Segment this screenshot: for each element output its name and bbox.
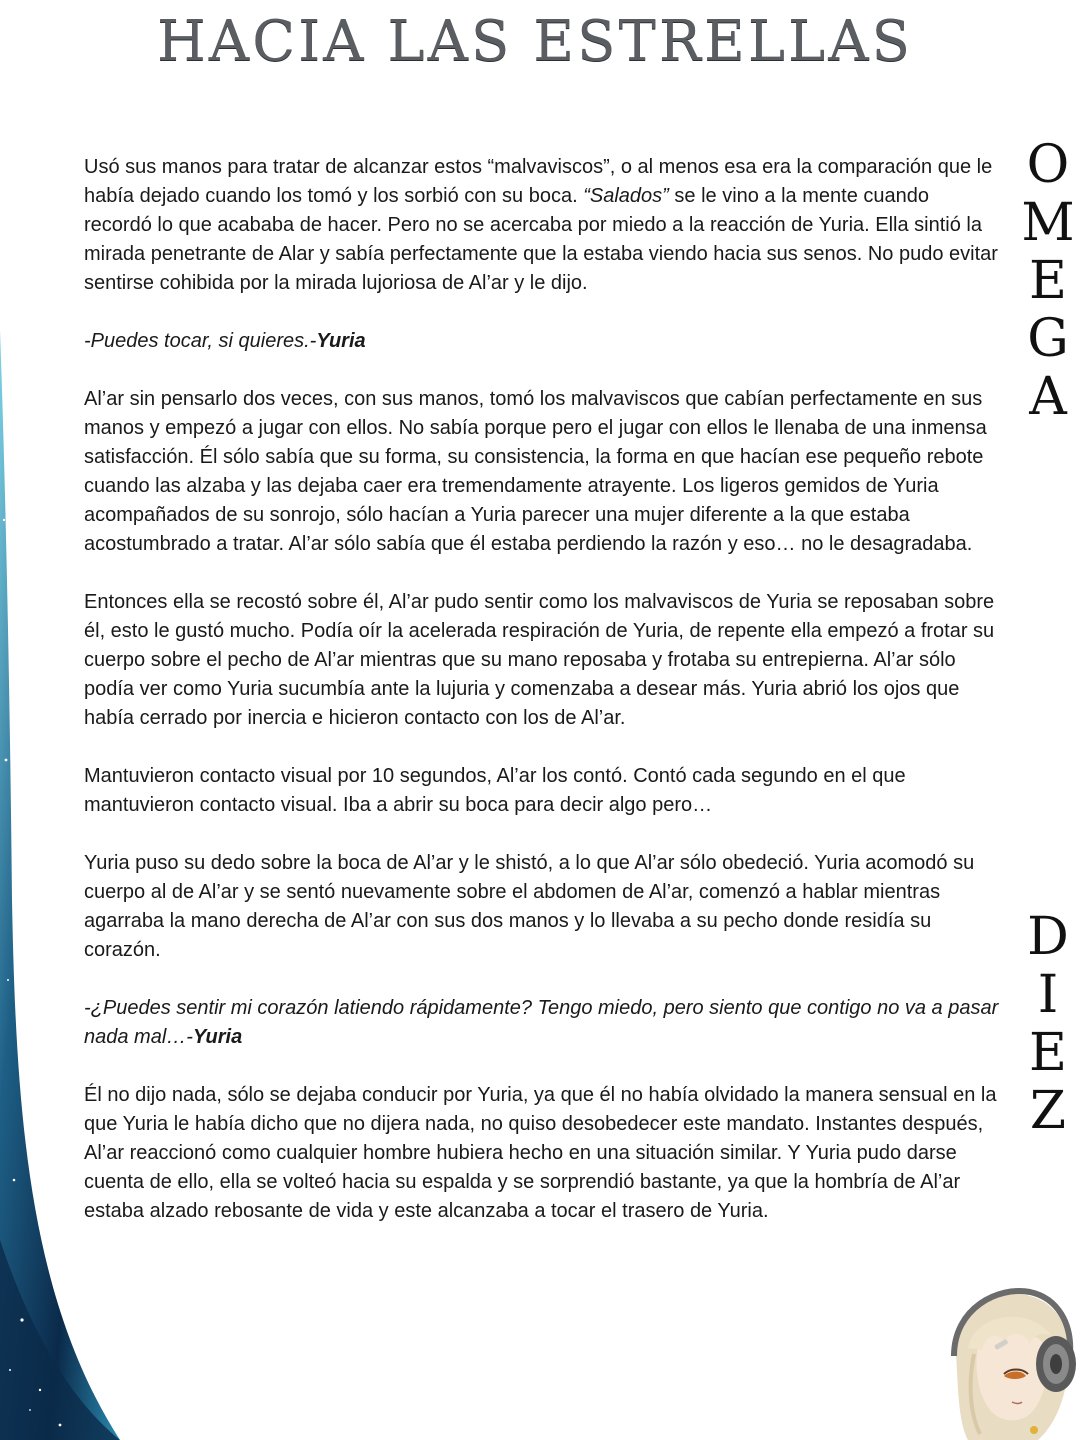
story-body <box>84 153 999 1255</box>
paragraph: Entonces ella se recostó sobre él, Al’ar pudo sentir como los malvaviscos de Yuria se reposaban sobre él, esto le gustó mucho. Podía oír la acelerada respiración de Yuria, de repente ella empezó a frotar su cuerpo sobre el pecho de Al’ar mientras que su mano reposaba y frotaba su entrepierna. Al’ar sólo podía ver como Yuria sucumbía ante la lujuria y comenzaba a desear más. Yuria abrió los ojos que había cerrado por inercia e hicieron contacto con los de Al’ar. <box>84 591 995 729</box>
paragraph: Usó sus manos para tratar de alcanzar estos “malvaviscos”, o al menos esa era la comparación que le había dejado cuando los tomó y los sorbió con su boca. “Salados” se le vino a la mente cuando recordó lo que acababa de hacer. Pero no se acercaba por miedo a la reacción de Yuria. Ella sintió la mirada penetrante de Alar y sabía perfectamente que la estaba viendo hacia sus senos. No pudo evitar sentirse cohibida por la mirada lujoriosa de Al’ar y le dijo. <box>84 156 998 294</box>
avatar <box>938 1284 1080 1440</box>
speaker-name: Yuria <box>192 1026 243 1048</box>
italic-word: “Salados” <box>583 185 669 207</box>
speaker-name: Yuria <box>316 330 366 352</box>
dialogue-line: -Puedes tocar, si quieres.-Yuria <box>84 330 366 352</box>
paragraph: Al’ar sin pensarlo dos veces, con sus manos, tomó los malvaviscos que cabían perfectamente en sus manos y empezó a jugar con ellos. No sabía porque pero el jugar con ellos le llenaba de una inmensa satisfacción. Él sólo sabía que su forma, su consistencia, la forma en que hacían ese pequeño rebote cuando las alzaba y las dejaba caer era tremendamente atrayente. Los ligeros gemidos de Yuria acompañados de su sonrojo, sólo hacían a Yuria parecer una mujer diferente a la que estaba acostumbrado a tratar. Al’ar sólo sabía que él estaba perdiendo la razón y eso… no le desagradaba. <box>84 388 987 555</box>
page-title: HACIA LAS ESTRELLAS <box>156 9 914 74</box>
vertical-label-omega: O M E G A <box>1021 135 1075 427</box>
vertical-label-diez: D I E Z <box>1027 907 1069 1141</box>
paragraph: Él no dijo nada, sólo se dejaba conducir por Yuria, ya que él no había olvidado la manera sensual en la que Yuria le había dicho que no dijera nada, no quiso desobedecer este mandato. Instantes después, Al’ar reaccionó como cualquier hombre hubiera hecho en una situación similar. Y Yuria pudo darse cuenta de ello, ella se volteó hacia su espalda y se sorprendió bastante, ya que la hombría de Al’ar estaba alzado rebosante de vida y este alcanzaba a tocar el trasero de Yuria. <box>84 1084 997 1222</box>
dialogue-line: -¿Puedes sentir mi corazón latiendo rápidamente? Tengo miedo, pero siento que contigo no va a pasar nada mal…-Yuria <box>84 997 999 1048</box>
paragraph: Yuria puso su dedo sobre la boca de Al’ar y le shistó, a lo que Al’ar sólo obedeció. Yuria acomodó su cuerpo al de Al’ar y se sentó nuevamente sobre el abdomen de Al’ar, comenzó a hablar mientras agarraba la mano derecha de Al’ar con sus dos manos y lo llevaba a su pecho donde residía su corazón. <box>84 852 975 961</box>
paragraph: Mantuvieron contacto visual por 10 segundos, Al’ar los contó. Contó cada segundo en el que mantuvieron contacto visual. Iba a abrir su boca para decir algo pero… <box>84 765 906 816</box>
